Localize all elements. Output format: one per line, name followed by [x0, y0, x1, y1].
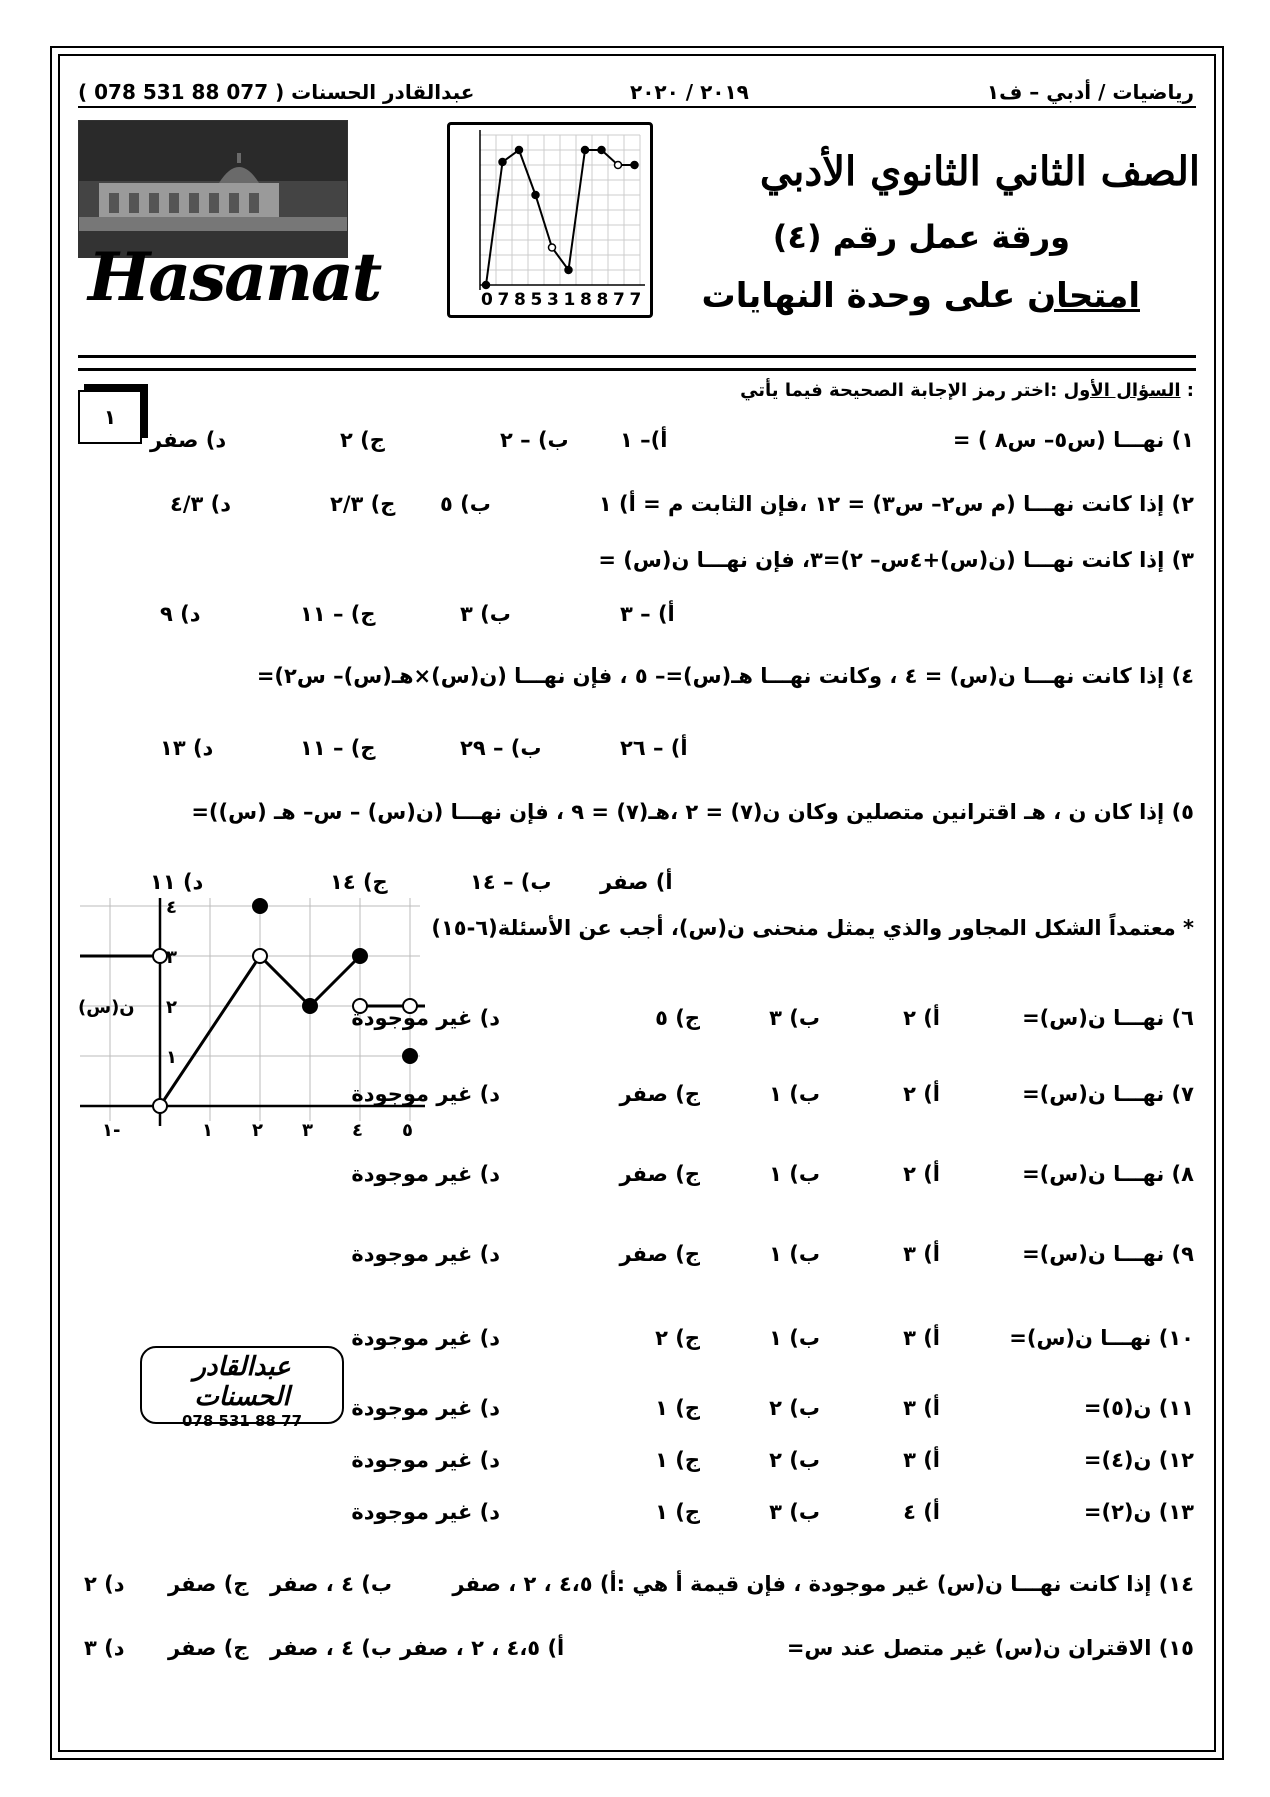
- q4-option-0: أ) – ٢٦: [620, 736, 688, 760]
- q11-option-0: أ) ٣: [903, 1396, 940, 1420]
- section-instruction: :اختر رمز الإجابة الصحيحة فيما يأتي :: [740, 380, 1194, 401]
- small-graph-xlabel: 7: [497, 290, 510, 310]
- x-tick-label: ١: [202, 1120, 213, 1141]
- header-rule: [78, 106, 1196, 108]
- question-12-text: ١٢) ن(٤)=: [1083, 1448, 1194, 1472]
- q10-option-1: ب) ١: [769, 1326, 820, 1350]
- q2-option-0: ب) ٥: [440, 492, 491, 516]
- q9-option-3: د) غير موجودة: [351, 1242, 500, 1266]
- small-graph-xlabel: 0: [481, 290, 493, 310]
- question-7-text: ٧) نهـــا ن(س)=: [1022, 1082, 1194, 1106]
- question-14-text: ١٤) إذا كانت نهـــا ن(س) غير موجودة ، فإن قيمة أ هي :أ) ٤،٥ ، ٢ ، صفر: [452, 1572, 1194, 1596]
- curve-point: [153, 1099, 167, 1113]
- q15-option-d: د) ٣: [84, 1636, 125, 1660]
- curve-point: [403, 1049, 417, 1063]
- small-graph-xlabel: 8: [596, 290, 609, 310]
- q14-option-d: د) ٢: [84, 1572, 125, 1596]
- exam-rest: على وحدة النهايات: [701, 276, 1016, 316]
- q9-option-1: ب) ١: [769, 1242, 820, 1266]
- header-subject: رياضيات / أدبي – ف١: [986, 80, 1194, 104]
- header-year: ٢٠١٩ / ٢٠٢٠: [630, 80, 749, 104]
- small-graph-point: [565, 267, 572, 274]
- q15-option-a: أ) ٤،٥ ، ٢ ، صفر: [400, 1636, 565, 1660]
- q1-option-2: ج) ٢: [340, 428, 385, 452]
- q4-option-1: ب) – ٢٩: [460, 736, 542, 760]
- x-tick-label: ١-: [102, 1120, 121, 1141]
- separator-bottom: [78, 368, 1196, 371]
- teacher-stamp: [140, 1346, 344, 1430]
- q6-option-2: ج) ٥: [655, 1006, 700, 1030]
- small-graph-point: [615, 162, 622, 169]
- q6-option-3: د) غير موجودة: [351, 1006, 500, 1030]
- q1-option-3: د) صفر: [150, 428, 227, 452]
- exam-title: [702, 276, 1140, 316]
- question-15-text: ١٥) الاقتران ن(س) غير متصل عند س=: [786, 1636, 1194, 1660]
- separator-top: [78, 355, 1196, 358]
- small-graph-point: [499, 159, 506, 166]
- small-graph-point: [483, 282, 490, 289]
- q10-option-0: أ) ٣: [903, 1326, 940, 1350]
- q15-option-c: ج) صفر: [168, 1636, 249, 1660]
- small-graph-point: [549, 244, 556, 251]
- small-graph-point: [598, 147, 605, 154]
- small-graph-point: [516, 147, 523, 154]
- small-graph-xlabel: 7: [629, 290, 642, 310]
- y-tick-label: ١: [166, 1047, 177, 1068]
- worksheet-title: ورقة عمل رقم (٤): [772, 218, 1070, 256]
- q13-option-2: ج) ١: [655, 1500, 700, 1524]
- q12-option-1: ب) ٢: [769, 1448, 820, 1472]
- hasanat-logo: Hasanat: [88, 238, 381, 316]
- curve-point: [253, 899, 267, 913]
- y-tick-label: ٢: [166, 997, 177, 1018]
- q1-option-0: أ)– ١: [620, 428, 668, 452]
- q8-option-0: أ) ٢: [903, 1162, 940, 1186]
- q3-option-0: أ) – ٣: [620, 602, 675, 626]
- q5-option-1: ب) – ١٤: [470, 870, 552, 894]
- q4-option-3: د) ١٣: [160, 736, 214, 760]
- q7-option-3: د) غير موجودة: [351, 1082, 500, 1106]
- q8-option-1: ب) ١: [769, 1162, 820, 1186]
- small-graph-xlabel: 3: [547, 290, 559, 310]
- q10-option-2: ج) ٢: [655, 1326, 700, 1350]
- q8-option-3: د) غير موجودة: [351, 1162, 500, 1186]
- x-tick-label: ٤: [352, 1120, 363, 1141]
- q13-option-0: أ) ٤: [903, 1500, 940, 1524]
- q12-option-3: د) غير موجودة: [351, 1448, 500, 1472]
- x-tick-label: ٥: [402, 1120, 413, 1141]
- small-graph-xlabel: 1: [563, 290, 576, 310]
- question-5-text: ٥) إذا كان ن ، هـ اقترانين متصلين وكان ن(٧) = ٢ ،هـ(٧) = ٩ ، فإن نهـــا (ن(س) – س– هـ (س))=: [191, 800, 1194, 824]
- q13-option-3: د) غير موجودة: [351, 1500, 500, 1524]
- q3-option-1: ب) ٣: [460, 602, 511, 626]
- question-4-text: ٤) إذا كانت نهـــا ن(س) = ٤ ، وكانت نهـــا هـ(س)=– ٥ ، فإن نهـــا (ن(س)×هـ(س)– س٢)=: [256, 664, 1194, 688]
- q14-option-c: ج) صفر: [168, 1572, 249, 1596]
- q5-option-2: ج) ١٤: [330, 870, 388, 894]
- page-badge: ١: [78, 390, 142, 444]
- small-graph-xlabel: 7: [613, 290, 625, 310]
- q8-option-2: ج) صفر: [619, 1162, 700, 1186]
- question-2-text: ٢) إذا كانت نهـــا (م س٢– س٣) = ١٢ ،فإن الثابت م = أ) ١: [598, 492, 1194, 516]
- q2-option-1: ج) ٢/٣: [330, 492, 396, 516]
- grade-title: الصف الثاني الثانوي الأدبي: [759, 148, 1200, 195]
- small-graph-point: [631, 162, 638, 169]
- curve-point: [253, 949, 267, 963]
- q2-option-2: د) ٤/٣: [170, 492, 231, 516]
- small-graph-point: [532, 192, 539, 199]
- q11-option-2: ج) ١: [655, 1396, 700, 1420]
- q4-option-2: ج) – ١١: [300, 736, 376, 760]
- curve-point: [153, 949, 167, 963]
- q13-option-1: ب) ٣: [769, 1500, 820, 1524]
- y-tick-label: ٤: [166, 898, 177, 918]
- q12-option-0: أ) ٣: [903, 1448, 940, 1472]
- q1-option-1: ب) – ٢: [500, 428, 569, 452]
- q5-option-3: د) ١١: [150, 870, 204, 894]
- question-11-text: ١١) ن(٥)=: [1083, 1396, 1194, 1420]
- question-1-text: ١) نهـــا (س٥– س٨ ) =: [952, 428, 1194, 452]
- q11-option-3: د) غير موجودة: [351, 1396, 500, 1420]
- q9-option-0: أ) ٣: [903, 1242, 940, 1266]
- question-10-text: ١٠) نهـــا ن(س)=: [1009, 1326, 1194, 1350]
- y-tick-label: ٣: [166, 947, 177, 968]
- x-tick-label: ٣: [302, 1120, 313, 1141]
- curve-point: [353, 949, 367, 963]
- x-tick-label: ٢: [252, 1120, 263, 1141]
- q12-option-2: ج) ١: [655, 1448, 700, 1472]
- small-graph-xlabel: 8: [580, 290, 592, 310]
- q5-option-0: أ) صفر: [600, 870, 673, 894]
- question-6-text: ٦) نهـــا ن(س)=: [1022, 1006, 1194, 1030]
- q10-option-3: د) غير موجودة: [351, 1326, 500, 1350]
- q7-option-2: ج) صفر: [619, 1082, 700, 1106]
- q3-option-3: د) ٩: [160, 602, 201, 626]
- q11-option-1: ب) ٢: [769, 1396, 820, 1420]
- question-8-text: ٨) نهـــا ن(س)=: [1022, 1162, 1194, 1186]
- q7-option-0: أ) ٢: [903, 1082, 940, 1106]
- small-graph: [450, 125, 650, 315]
- q6-option-0: أ) ٢: [903, 1006, 940, 1030]
- question-13-text: ١٣) ن(٢)=: [1083, 1500, 1194, 1524]
- q15-option-b: ب) ٤ ، صفر: [270, 1636, 392, 1660]
- exam-word: امتحان: [1027, 276, 1140, 316]
- section-title: [740, 380, 1194, 401]
- curve-point: [303, 999, 317, 1013]
- q14-option-b: ب) ٤ ، صفر: [270, 1572, 392, 1596]
- section-title-label: السؤال الأول: [1063, 380, 1181, 401]
- small-graph-xlabel: 5: [530, 290, 543, 310]
- small-graph-point: [582, 147, 589, 154]
- q9-option-2: ج) صفر: [619, 1242, 700, 1266]
- question-3-text: ٣) إذا كانت نهـــا (ن(س)+٤س– ٢)=٣، فإن نهـــا ن(س) =: [598, 548, 1194, 572]
- header-teacher: عبدالقادر الحسنات ( 077 88 531 078 ): [78, 80, 475, 104]
- small-graph-box: [447, 122, 653, 318]
- stamp-phone: 078 531 88 77: [181, 1412, 303, 1430]
- q7-option-1: ب) ١: [769, 1082, 820, 1106]
- graph-note: * معتمداً الشكل المجاور والذي يمثل منحنى ن(س)، أجب عن الأسئلة(٦-١٥): [431, 916, 1194, 940]
- stamp-name: عبدالقادر الحسنات: [193, 1352, 291, 1412]
- q6-option-1: ب) ٣: [769, 1006, 820, 1030]
- small-graph-xlabel: 8: [514, 290, 526, 310]
- q3-option-2: ج) – ١١: [300, 602, 376, 626]
- question-9-text: ٩) نهـــا ن(س)=: [1022, 1242, 1194, 1266]
- function-label: ن(س): [78, 997, 135, 1018]
